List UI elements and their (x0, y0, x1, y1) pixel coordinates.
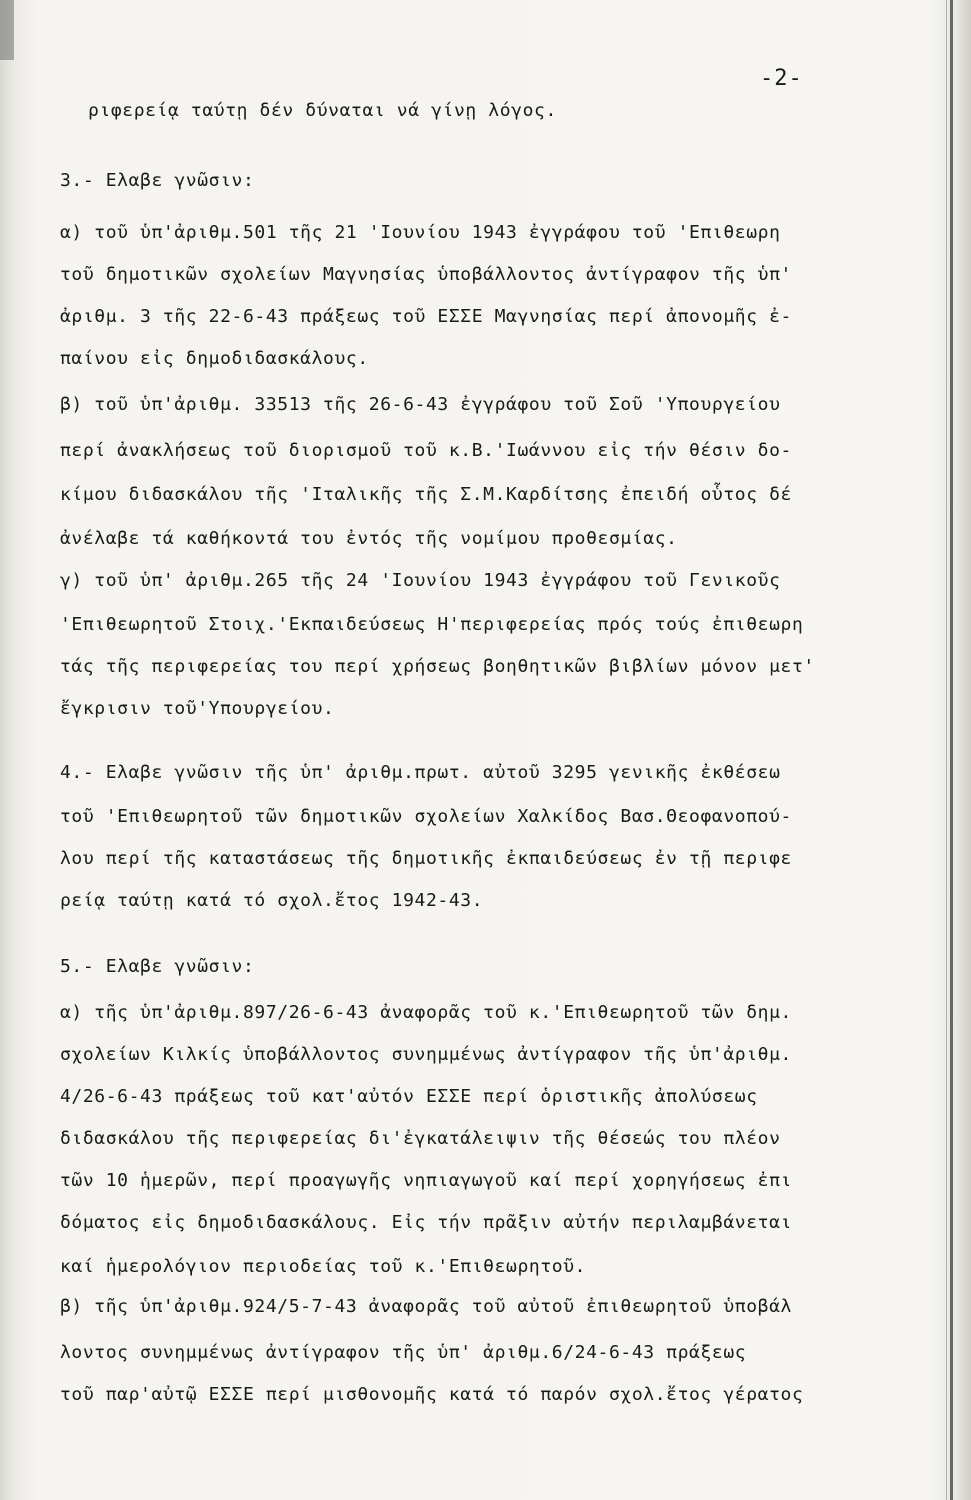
section-heading: 4.- Ελαβε γνῶσιν τῆς ὑπ' ἀριθμ.πρωτ. αὐτοῦ 3295 γενικῆς ἐκθέσεω (60, 762, 781, 783)
section-heading: 5.- Ελαβε γνῶσιν: (60, 956, 255, 977)
text-line: τῶν 10 ἡμερῶν, περί προαγωγῆς νηπιαγωγοῦ καί περί χορηγήσεως ἐπι (60, 1170, 792, 1191)
text-line: διδασκάλου τῆς περιφερείας δι'ἐγκατάλειψιν τῆς θέσεώς του πλέον (60, 1128, 781, 1149)
text-line: α) τῆς ὑπ'ἀριθμ.897/26-6-43 ἀναφορᾶς τοῦ κ.'Επιθεωρητοῦ τῶν δημ. (60, 1002, 792, 1023)
text-line: παίνου εἰς δημοδιδασκάλους. (60, 348, 369, 369)
scan-corner-shadow (0, 0, 14, 60)
text-line: κίμου διδασκάλου τῆς 'Ιταλικῆς τῆς Σ.Μ.Καρδίτσης ἐπειδή οὗτος δέ (60, 484, 792, 505)
text-line: ρείᾳ ταύτῃ κατά τό σχολ.ἔτος 1942-43. (60, 890, 484, 911)
text-line: τοῦ 'Επιθεωρητοῦ τῶν δημοτικῶν σχολείων Χαλκίδος Βασ.Θεοφανοπού- (60, 806, 792, 827)
text-line: 4/26-6-43 πράξεως τοῦ κατ'αὐτόν ΕΣΣΕ περί ὁριστικῆς ἀπολύσεως (60, 1086, 758, 1107)
page-number: -2- (760, 66, 803, 91)
binding-edge-line (950, 0, 953, 1500)
text-line: λοντος συνημμένως ἀντίγραφον τῆς ὑπ' ἀριθμ.6/24-6-43 πράξεως (60, 1342, 747, 1363)
text-line: 'Επιθεωρητοῦ Στοιχ.'Εκπαιδεύσεως Η'περιφερείας πρός τούς ἐπιθεωρη (60, 614, 804, 635)
text-line: ἀριθμ. 3 τῆς 22-6-43 πράξεως τοῦ ΕΣΣΕ Μαγνησίας περί ἀπονομῆς ἐ- (60, 306, 792, 327)
text-line: τάς τῆς περιφερείας του περί χρήσεως βοηθητικῶν βιβλίων μόνον μετ' (60, 656, 815, 677)
text-line: δόματος εἰς δημοδιδασκάλους. Εἰς τήν πρᾶξιν αὐτήν περιλαμβάνεται (60, 1212, 792, 1233)
text-line: περί ἀνακλήσεως τοῦ διορισμοῦ τοῦ κ.Β.'Ιωάννου εἰς τήν θέσιν δο- (60, 440, 792, 461)
text-line: τοῦ δημοτικῶν σχολείων Μαγνησίας ὑποβάλλοντος ἀντίγραφον τῆς ὑπ' (60, 264, 792, 285)
section-heading: 3.- Ελαβε γνῶσιν: (60, 170, 255, 191)
binding-edge-line-secondary (946, 0, 947, 1500)
text-line: α) τοῦ ὑπ'ἀριθμ.501 τῆς 21 'Ιουνίου 1943 ἐγγράφου τοῦ 'Επιθεωρη (60, 222, 781, 243)
text-line: ἔγκρισιν τοῦ'Υπουργείου. (60, 698, 335, 719)
text-line: ἀνέλαβε τά καθήκοντά του ἐντός τῆς νομίμου προθεσμίας. (60, 528, 678, 549)
text-line: β) τῆς ὑπ'ἀριθμ.924/5-7-43 ἀναφορᾶς τοῦ αὐτοῦ ἐπιθεωρητοῦ ὑποβάλ (60, 1296, 792, 1317)
text-line: λου περί τῆς καταστάσεως τῆς δημοτικῆς ἐκπαιδεύσεως ἐν τῇ περιφε (60, 848, 792, 869)
text-line: καί ἡμερολόγιον περιοδείας τοῦ κ.'Επιθεωρητοῦ. (60, 1256, 587, 1277)
text-line: β) τοῦ ὑπ'ἀριθμ. 33513 τῆς 26-6-43 ἐγγράφου τοῦ Σοῦ 'Υπουργείου (60, 394, 781, 415)
text-line: ριφερείᾳ ταύτῃ δέν δύναται νά γίνῃ λόγος. (88, 100, 557, 121)
text-line: γ) τοῦ ὑπ' ἀριθμ.265 τῆς 24 'Ιουνίου 1943 ἐγγράφου τοῦ Γενικοῦς (60, 570, 781, 591)
text-line: σχολείων Κιλκίς ὑποβάλλοντος συνημμένως ἀντίγραφον τῆς ὑπ'ἀριθμ. (60, 1044, 792, 1065)
text-line: τοῦ παρ'αὐτῷ ΕΣΣΕ περί μισθονομῆς κατά τό παρόν σχολ.ἔτος γέρατος (60, 1384, 804, 1405)
